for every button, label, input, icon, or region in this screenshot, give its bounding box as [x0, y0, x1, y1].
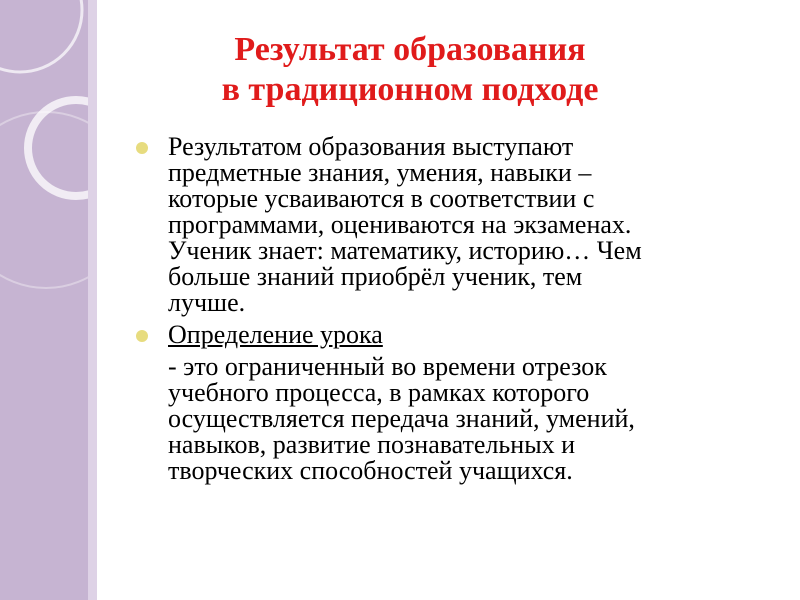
- bullet-text-line: программами, оцениваются на экзаменах.: [168, 210, 632, 239]
- bullet-item-lesson-definition: [136, 322, 776, 348]
- bullet-text-line: которые усваиваются в соответствии с: [168, 184, 595, 213]
- bullet-text-line: лучше.: [168, 288, 246, 317]
- bullet-dot-icon: [136, 142, 148, 154]
- slide-title: [130, 30, 690, 110]
- definition-text-line: осуществляется передача знаний, умений,: [168, 404, 635, 433]
- slide-title-line-2: в традиционном подходе: [221, 71, 599, 108]
- definition-text: [136, 354, 776, 484]
- slide-body: [136, 134, 776, 484]
- bullet-item-education-result: [136, 134, 776, 316]
- bullet-text-line: предметные знания, умения, навыки –: [168, 158, 592, 187]
- definition-term: Определение урока: [168, 320, 383, 349]
- bullet-text-line: Ученик знает: математику, историю… Чем: [168, 236, 642, 265]
- bullet-dot-icon: [136, 330, 148, 342]
- decorative-left-band: [0, 0, 88, 600]
- definition-text-line: творческих способностей учащихся.: [168, 456, 573, 485]
- decorative-band-edge: [88, 0, 97, 600]
- decorative-circles: [0, 0, 88, 600]
- bullet-text-line: Результатом образования выступают: [168, 132, 574, 161]
- slide-title-line-1: Результат образования: [234, 31, 586, 68]
- definition-text-line: - это ограниченный во времени отрезок: [168, 352, 607, 381]
- bullet-text-line: больше знаний приобрёл ученик, тем: [168, 262, 583, 291]
- definition-text-line: навыков, развитие познавательных и: [168, 430, 576, 459]
- definition-text-line: учебного процесса, в рамках которого: [168, 378, 590, 407]
